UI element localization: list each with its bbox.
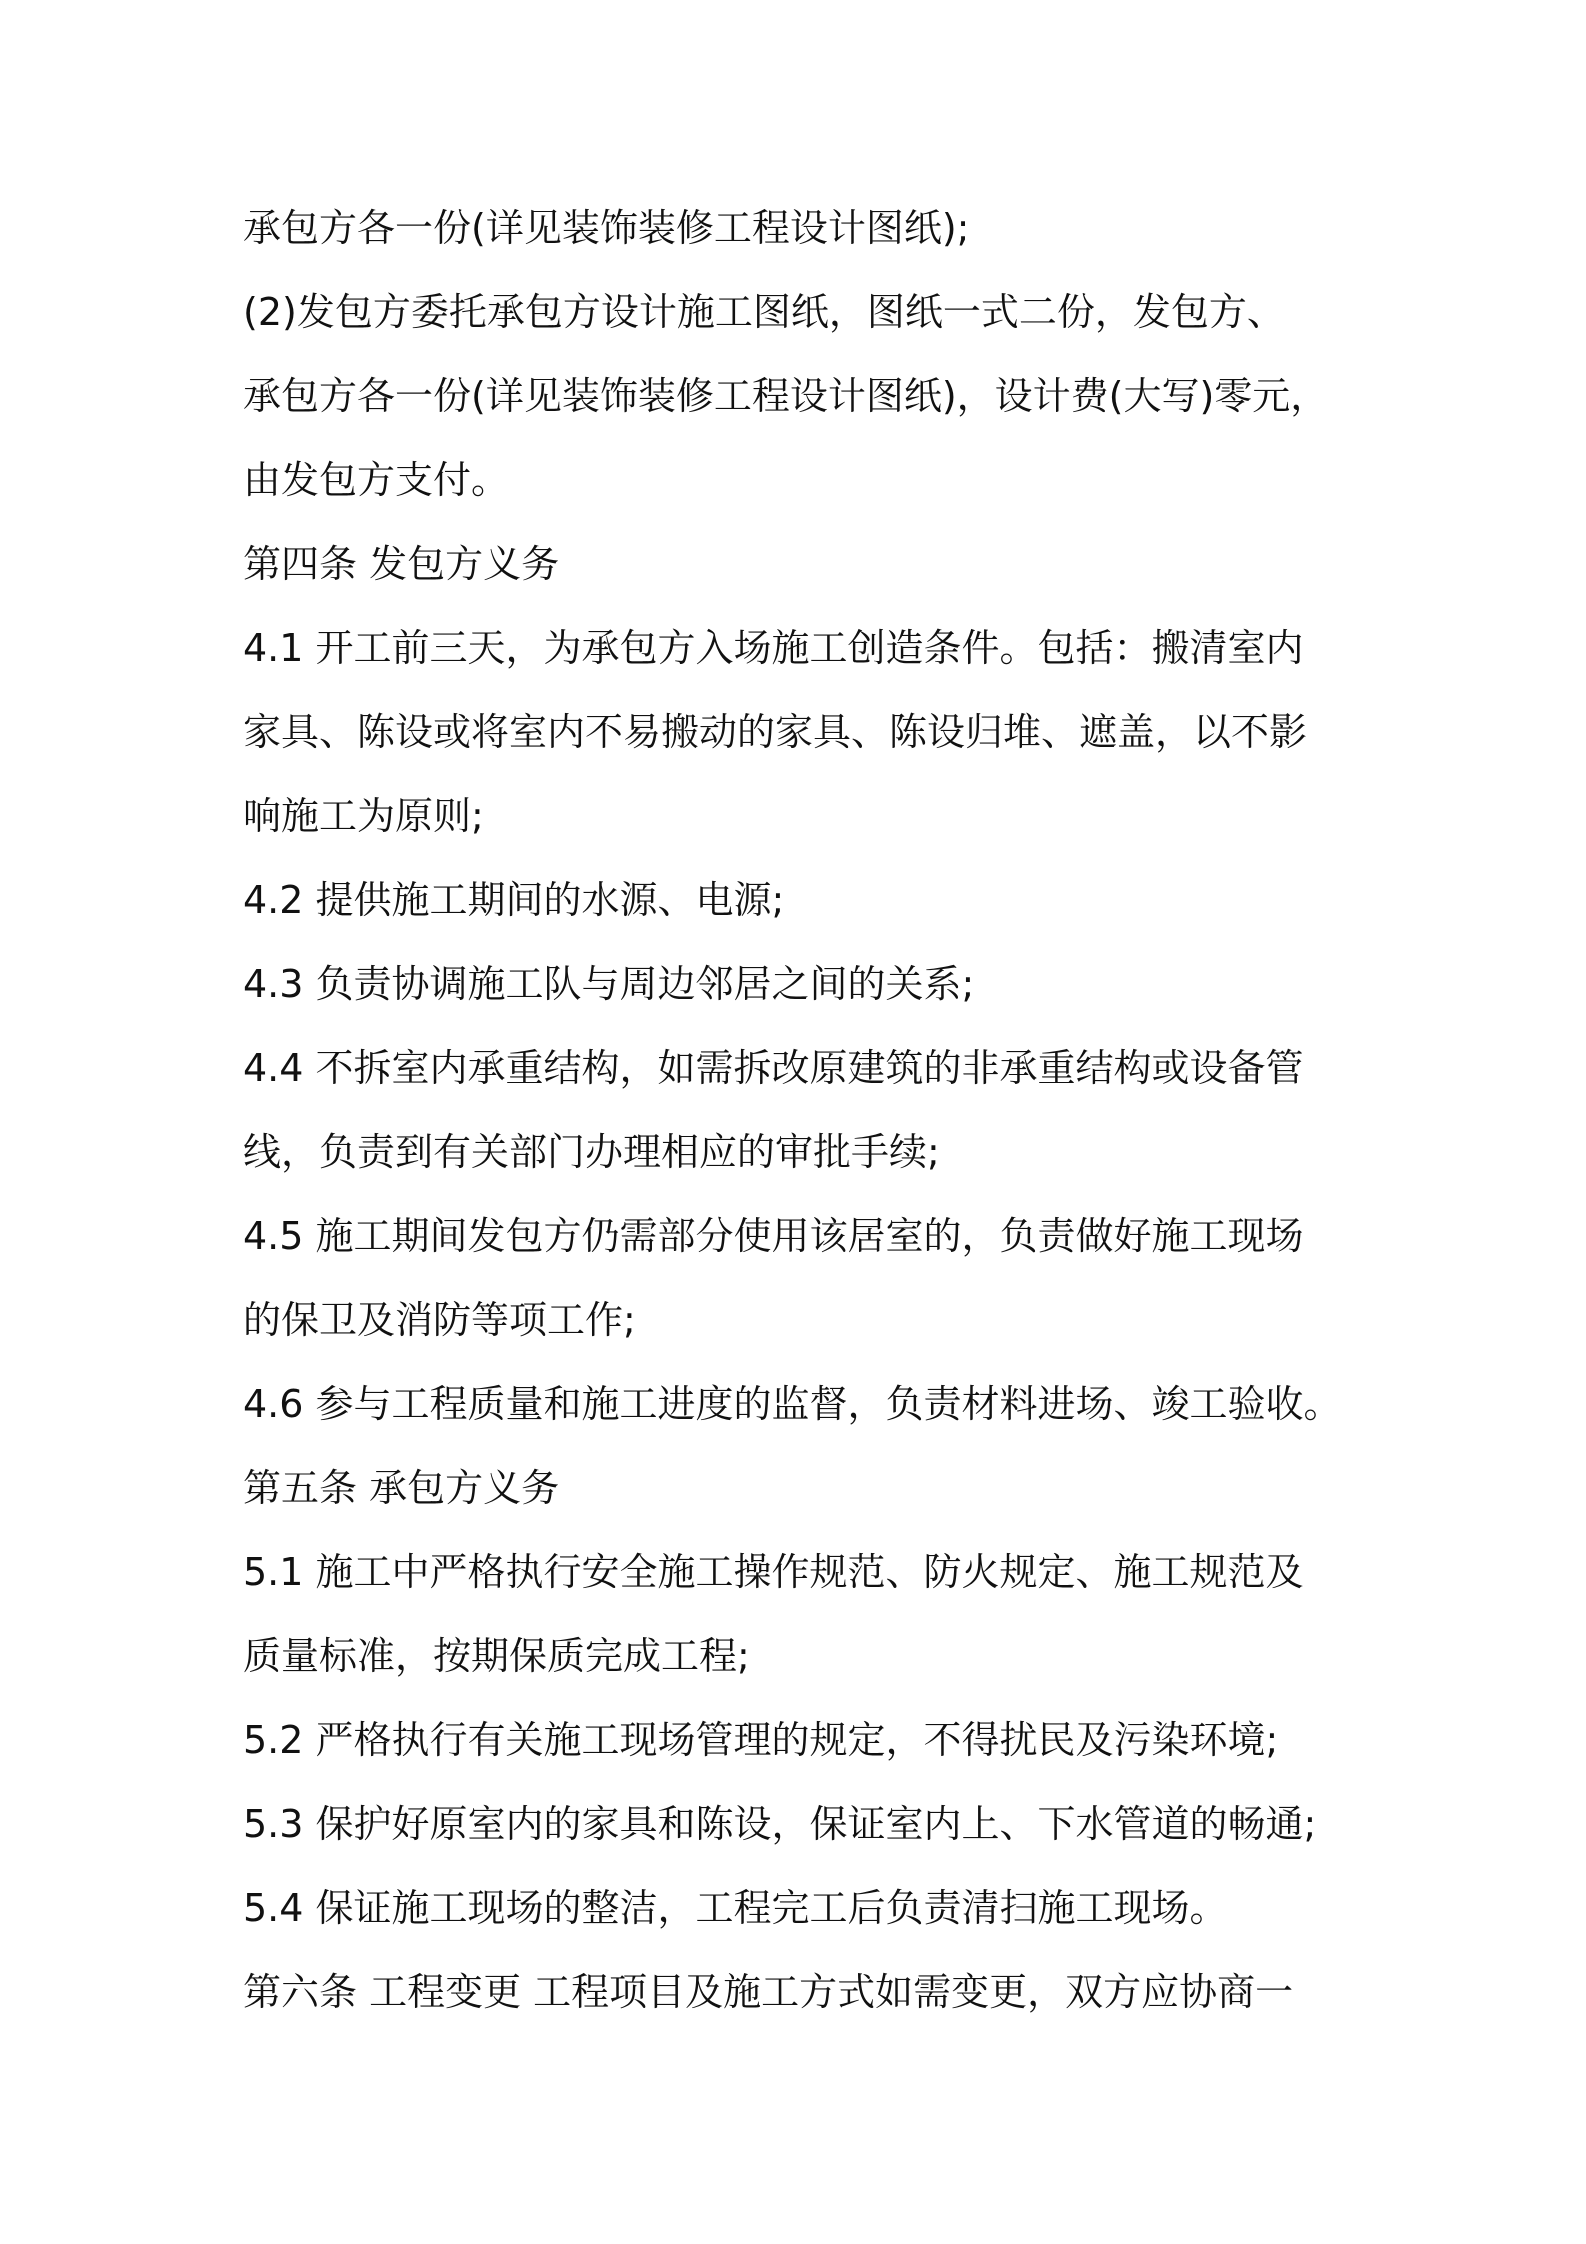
text-line: 家具、陈设或将室内不易搬动的家具、陈设归堆、遮盖，以不影 [243,710,1308,754]
text-line: 4.1 开工前三天，为承包方入场施工创造条件。包括：搬清室内 [243,626,1304,670]
text-line: 4.5 施工期间发包方仍需部分使用该居室的，负责做好施工现场 [243,1214,1304,1258]
text-line: 5.3 保护好原室内的家具和陈设，保证室内上、下水管道的畅通; [243,1802,1317,1846]
section-heading-5: 第五条 承包方义务 [243,1466,560,1510]
contract-text [243,186,1363,2034]
text-line: 承包方各一份(详见装饰装修工程设计图纸)，设计费(大写)零元， [243,374,1329,418]
text-line: 的保卫及消防等项工作; [243,1298,636,1342]
section-heading-6: 第六条 工程变更 工程项目及施工方式如需变更，双方应协商一 [243,1970,1294,2014]
text-line: 4.4 不拆室内承重结构，如需拆改原建筑的非承重结构或设备管 [243,1046,1304,1090]
text-line: 质量标准，按期保质完成工程; [243,1634,750,1678]
text-line: 5.1 施工中严格执行安全施工操作规范、防火规定、施工规范及 [243,1550,1304,1594]
text-line: 4.6 参与工程质量和施工进度的监督，负责材料进场、竣工验收。 [243,1382,1342,1426]
text-line: 由发包方支付。 [243,458,510,502]
text-line: 承包方各一份(详见装饰装修工程设计图纸); [243,206,970,250]
text-line: 5.2 严格执行有关施工现场管理的规定，不得扰民及污染环境; [243,1718,1279,1762]
text-line: 线，负责到有关部门办理相应的审批手续; [243,1130,940,1174]
text-line: (2)发包方委托承包方设计施工图纸，图纸一式二份，发包方、 [243,290,1285,334]
text-line: 4.2 提供施工期间的水源、电源; [243,878,785,922]
section-heading-4: 第四条 发包方义务 [243,542,560,586]
text-line: 5.4 保证施工现场的整洁，工程完工后负责清扫施工现场。 [243,1886,1228,1930]
text-line: 响施工为原则; [243,794,484,838]
text-line: 4.3 负责协调施工队与周边邻居之间的关系; [243,962,975,1006]
